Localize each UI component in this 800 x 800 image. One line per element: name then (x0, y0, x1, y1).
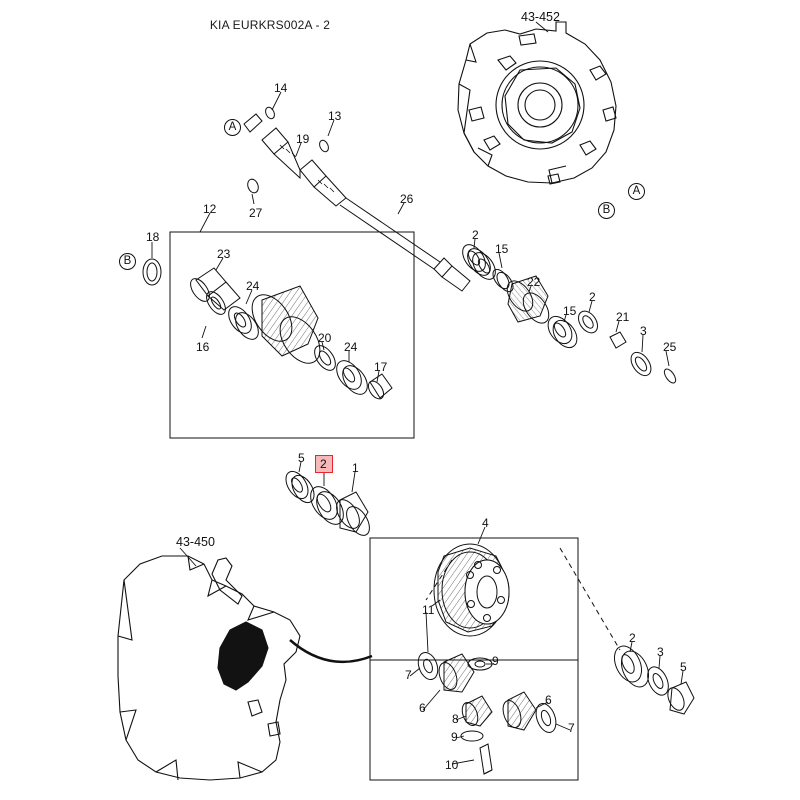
part-label-7a: 7 (405, 668, 412, 682)
callout-a-left: A (224, 119, 241, 136)
part-label-3b: 3 (657, 645, 664, 659)
part-label-6b: 6 (545, 693, 552, 707)
part-label-2b: 2 (589, 290, 596, 304)
part-label-24a: 24 (246, 279, 260, 293)
part-label-12: 12 (203, 202, 217, 216)
callout-b-left: B (119, 253, 136, 270)
group-label-43-452: 43-452 (521, 10, 560, 24)
callout-b-right: B (598, 202, 615, 219)
part-label-7b: 7 (568, 721, 575, 735)
part-label-5b: 5 (680, 660, 687, 674)
part-label-26: 26 (400, 192, 414, 206)
housing-43-450 (118, 556, 372, 780)
part-label-5a: 5 (298, 451, 305, 465)
part-label-18: 18 (146, 230, 160, 244)
part-label-6a: 6 (419, 701, 426, 715)
part-label-14: 14 (274, 81, 288, 95)
part-label-2a: 2 (472, 228, 479, 242)
part-label-19: 19 (296, 132, 310, 146)
gear-cluster (143, 259, 392, 402)
differential-assembly (432, 544, 509, 636)
part-label-9b: 9 (451, 730, 458, 744)
part-label-15b: 15 (563, 304, 577, 318)
mid-bearings (281, 468, 374, 540)
part-label-21: 21 (616, 310, 630, 324)
input-shaft (244, 106, 516, 295)
part-label-4: 4 (482, 516, 489, 530)
part-label-11: 11 (422, 603, 435, 617)
part-label-1: 1 (352, 461, 359, 475)
part-label-3a: 3 (640, 324, 647, 338)
group-label-43-450: 43-450 (176, 535, 215, 549)
callout-a-right: A (628, 183, 645, 200)
housing-43-452 (458, 22, 616, 184)
part-label-2c: 2 (629, 631, 636, 645)
differential-internals (415, 650, 560, 774)
part-label-16: 16 (196, 340, 210, 354)
part-label-15a: 15 (495, 242, 509, 256)
part-label-17: 17 (374, 360, 388, 374)
page-title: KIA EURKRS002A - 2 (209, 18, 331, 32)
selected-part-number: 2 (320, 457, 327, 471)
part-label-20: 20 (318, 331, 332, 345)
part-label-10: 10 (445, 758, 459, 772)
part-label-27: 27 (249, 206, 263, 220)
part-label-13: 13 (328, 109, 342, 123)
part-label-8: 8 (452, 712, 459, 726)
part-label-22: 22 (527, 275, 541, 289)
part-label-23: 23 (217, 247, 231, 261)
part-label-24b: 24 (344, 340, 358, 354)
part-label-9a: 9 (492, 654, 499, 668)
part-label-25: 25 (663, 340, 677, 354)
